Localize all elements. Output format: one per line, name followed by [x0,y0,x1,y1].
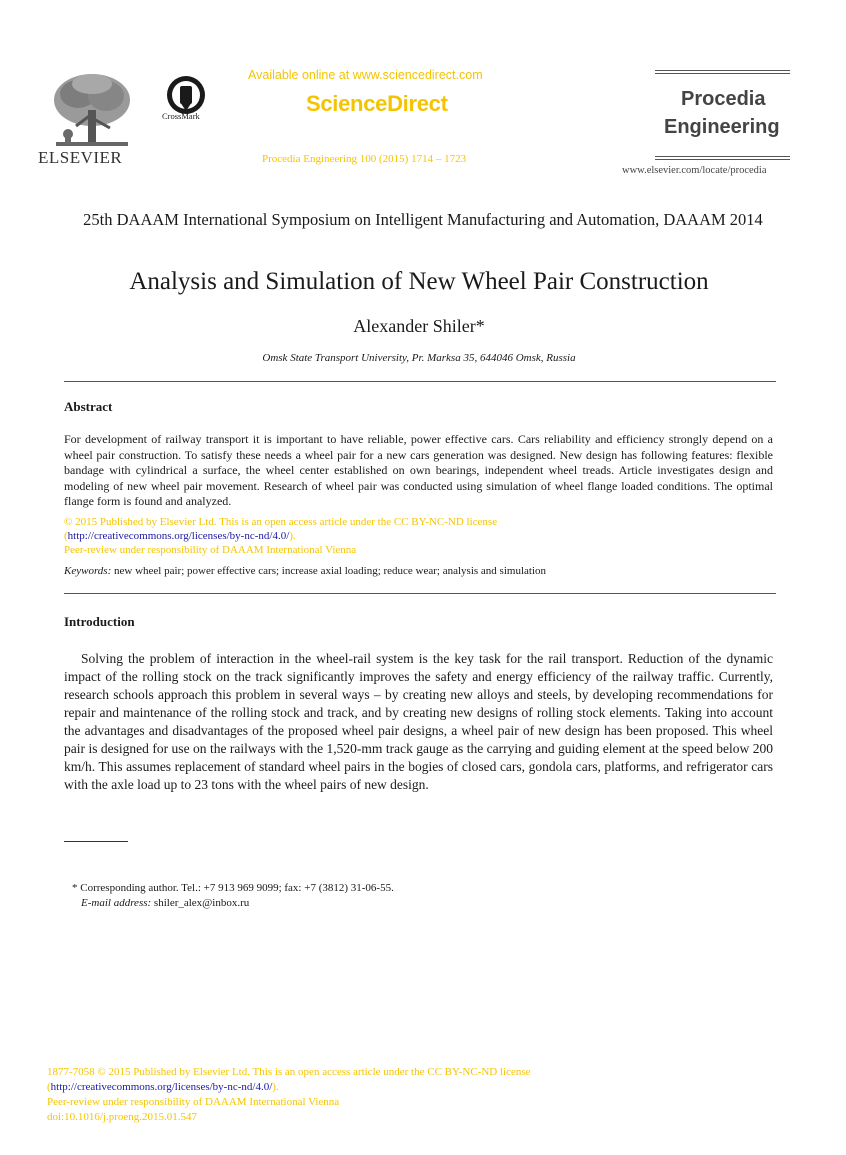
keywords-text: new wheel pair; power effective cars; increase axial loading; reduce wear; analysis and simulation [114,565,546,577]
available-online-link[interactable]: Available online at www.sciencedirect.com [248,68,483,82]
peer-review-line: Peer-review under responsibility of DAAAM International Vienna [64,544,357,556]
bottom-url-line [47,1080,531,1095]
divider-top [64,381,776,382]
abstract-license [64,515,497,557]
divider-abstract [64,593,776,594]
author-name: Alexander Shiler* [353,316,485,336]
doi-line[interactable]: doi:10.1016/j.proeng.2015.01.547 [47,1111,198,1123]
bottom-bracket-open: ( [47,1081,51,1093]
email-address[interactable]: shiler_alex@inbox.ru [153,897,250,909]
issn-line: 1877-7058 © 2015 Published by Elsevier Ltd. This is an open access article under the CC BY-NC-ND license [47,1066,531,1078]
bottom-license-url-link[interactable]: http://creativecommons.org/licenses/by-nc-nd/4.0/ [50,1081,273,1093]
journal-url-link[interactable]: www.elsevier.com/locate/procedia [622,165,767,176]
crossmark-label: CrossMark [162,111,200,121]
paper-title: Analysis and Simulation of New Wheel Pair Construction [129,268,709,295]
abstract-heading: Abstract [64,399,113,414]
corresponding-author: * Corresponding author. Tel.: +7 913 969 9099; fax: +7 (3812) 31-06-55. [72,882,394,894]
conference-name: 25th DAAAM International Symposium on Intelligent Manufacturing and Automation, DAAAM 2014 [83,210,763,229]
bracket-close: ). [289,530,296,542]
journal-logo-bottom-rule [655,156,790,160]
bracket-open: ( [64,530,68,542]
journal-name-line2: Engineering [664,116,780,138]
license-url-line [64,529,497,543]
elsevier-tree-logo [48,70,136,150]
journal-logo-top-rule [655,70,790,74]
journal-name-line1: Procedia [681,88,766,110]
license-line: © 2015 Published by Elsevier Ltd. This is an open access article under the CC BY-NC-ND license [64,516,498,528]
journal-reference: Procedia Engineering 100 (2015) 1714 – 1723 [262,153,467,165]
bottom-peer-review: Peer-review under responsibility of DAAAM International Vienna [47,1096,340,1108]
email-label: E-mail address: [81,897,152,909]
bottom-bracket-close: ). [272,1081,279,1093]
keywords-line [64,565,546,577]
footnote [72,881,394,911]
email-line [72,896,394,911]
elsevier-wordmark: ELSEVIER [38,148,123,167]
sciencedirect-logo: ScienceDirect [306,91,448,116]
journal-logo [655,70,790,170]
introduction-heading: Introduction [64,614,135,629]
footnote-rule [64,841,128,842]
introduction-text: Solving the problem of interaction in the wheel-rail system is the key task for the rail transport. Reduction of the dynamic impact of the rolling stock on the track significantly improves the safety and energy efficiency of the railway traffic. Currently, research schools approach this problem in several ways – by creating new alloys and steels, by developing recommendations for repair and maintenance of the rolling stock and track, and by creating new designs of rolling stock elements. Taking into account the advantages and disadvantages of the proposed wheel pair designs, a wheel pair of new design has been proposed. This wheel pair is designed for use on the railways with the 1,520-mm track gauge as the carrying and guiding element at the speed below 200 km/h. This assumes replacement of standard wheel pairs in the bogies of closed cars, gondola cars, platforms, and refrigerator cars with the axle load up to 23 tons with the wheel pairs of new design. [64,651,773,792]
keywords-label: Keywords: [64,565,112,577]
abstract-text: For development of railway transport it is important to have reliable, power effective cars. Cars reliability and efficiency strongly depend on a wheel pair construction. To satisfy these needs a wheel pair for a new cars generation was designed. New design has following features: flexible bandage with cylindrical a surface, the wheel center established on own bearings, independent wheel treads. Article investigates design and modeling of new wheel pair movement. Research of wheel pair was conducted using simulation of wheel flange loaded conditions. The optimal flange form is found and analyzed. [64,432,773,509]
bottom-license [47,1065,531,1125]
license-url-link[interactable]: http://creativecommons.org/licenses/by-nc-nd/4.0/ [67,530,290,542]
author-affiliation: Omsk State Transport University, Pr. Marksa 35, 644046 Omsk, Russia [262,352,576,364]
